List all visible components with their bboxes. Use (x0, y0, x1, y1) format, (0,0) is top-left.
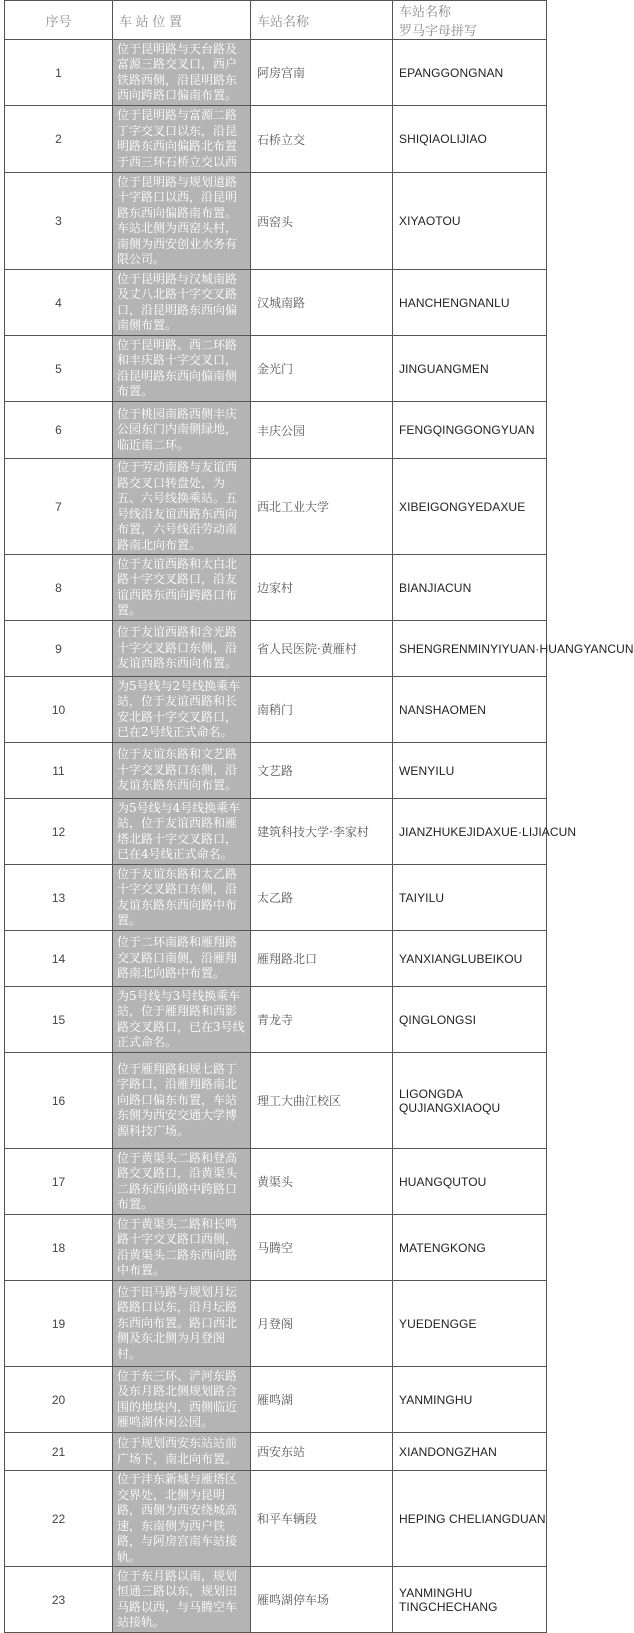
table-row (5, 1053, 547, 1149)
table-row (5, 1567, 547, 1633)
station-name: 文艺路 (251, 743, 393, 799)
station-name: 雁鸣湖 (251, 1367, 393, 1433)
station-romanization: JINGUANGMEN (393, 336, 547, 402)
station-romanization: HUANGQUTOU (393, 1149, 547, 1215)
station-location: 位于友谊西路和太白北路十字交叉路口，沿友谊西路东西向跨路口布置。 (113, 555, 251, 621)
station-location: 位于友谊西路和含光路十字交叉路口东侧，沿友谊西路东西向布置。 (113, 621, 251, 677)
station-name: 南稍门 (251, 677, 393, 743)
station-romanization: YUEDENGGE (393, 1281, 547, 1367)
station-table (4, 0, 634, 1633)
row-number: 10 (5, 677, 113, 743)
table-row (5, 1281, 547, 1367)
row-number: 8 (5, 555, 113, 621)
row-number: 12 (5, 799, 113, 865)
station-location: 位于昆明路与天台路及富源三路交叉口，西户铁路西侧，沿昆明路东西向跨路口偏南布置。 (113, 40, 251, 106)
station-location: 为5号线与3号线换乘车站，位于雁翔路和西影路交叉路口，已在3号线正式命名。 (113, 987, 251, 1053)
station-location: 位于二环南路和雁翔路交叉路口南侧，沿雁翔路南北向路中布置。 (113, 931, 251, 987)
station-location: 位于昆明路、西二环路和丰庆路十字交叉口，沿昆明路东西向偏南侧布置。 (113, 336, 251, 402)
station-romanization: EPANGGONGNAN (393, 40, 547, 106)
table-row (5, 1215, 547, 1281)
station-name: 马腾空 (251, 1215, 393, 1281)
station-name: 省人民医院·黄雁村 (251, 621, 393, 677)
station-romanization: YANMINGHU (393, 1367, 547, 1433)
row-number: 4 (5, 270, 113, 336)
station-name: 理工大曲江校区 (251, 1053, 393, 1149)
table-row (5, 270, 547, 336)
station-romanization: SHIQIAOLIJIAO (393, 106, 547, 173)
row-number: 21 (5, 1433, 113, 1471)
station-location: 位于雁翔路和规七路丁字路口，沿雁翔路南北向路口偏东布置，车站东侧为西安交通大学博源科技广场。 (113, 1053, 251, 1149)
station-romanization: YANXIANGLUBEIKOU (393, 931, 547, 987)
row-number: 7 (5, 459, 113, 555)
table-row (5, 799, 547, 865)
station-romanization: SHENGRENMINYIYUAN·HUANGYANCUN (393, 621, 547, 677)
station-location: 位于友谊东路和太乙路十字交叉路口东侧，沿友谊东路东西向路中布置。 (113, 865, 251, 931)
station-name: 西窑头 (251, 173, 393, 270)
table-row (5, 40, 547, 106)
table-row (5, 677, 547, 743)
station-romanization: XIYAOTOU (393, 173, 547, 270)
station-name: 石桥立交 (251, 106, 393, 173)
station-location: 位于东月路以南，规划恒通三路以东，规划田马路以西，与马腾空车站接轨。 (113, 1567, 251, 1633)
station-name: 汉城南路 (251, 270, 393, 336)
table-row (5, 173, 547, 270)
header-number: 序号 (5, 1, 113, 40)
row-number: 16 (5, 1053, 113, 1149)
station-romanization: QINGLONGSI (393, 987, 547, 1053)
table-row (5, 555, 547, 621)
table-row (5, 865, 547, 931)
station-location: 位于劳动南路与友谊西路交叉口转盘处，为五、六号线换乘站。五号线沿友谊西路东西向布置，六号线沿劳动南路南北向布置。 (113, 459, 251, 555)
table-row (5, 459, 547, 555)
row-number: 17 (5, 1149, 113, 1215)
row-number: 3 (5, 173, 113, 270)
station-location: 为5号线与2号线换乘车站，位于友谊西路和长安北路十字交叉路口，已在2号线正式命名。 (113, 677, 251, 743)
table-row (5, 621, 547, 677)
table-row (5, 1367, 547, 1433)
station-romanization: JIANZHUKEJIDAXUE·LIJIACUN (393, 799, 547, 865)
station-location: 为5号线与4号线换乘车站，位于友谊西路和雁塔北路十字交叉路口，已在4号线正式命名。 (113, 799, 251, 865)
table-row (5, 106, 547, 173)
station-romanization: MATENGKONG (393, 1215, 547, 1281)
station-location: 位于东三环、浐河东路及东月路北侧规划路合围的地块内，西侧临近雁鸣湖休闲公园。 (113, 1367, 251, 1433)
station-location: 位于田马路与规划月坛路路口以东，沿月坛路东西向布置。路口西北侧及东北侧为月登阁村。 (113, 1281, 251, 1367)
station-romanization: FENGQINGGONGYUAN (393, 402, 547, 459)
row-number: 20 (5, 1367, 113, 1433)
station-romanization: HANCHENGNANLU (393, 270, 547, 336)
table-row (5, 336, 547, 402)
station-location: 位于友谊东路和文艺路十字交叉路口东侧，沿友谊东路东西向布置。 (113, 743, 251, 799)
station-location: 位于昆明路与规划道路十字路口以西，沿昆明路东西向偏路南布置。车站北侧为西窑头村，南侧为西安创业水务有限公司。 (113, 173, 251, 270)
row-number: 5 (5, 336, 113, 402)
row-number: 23 (5, 1567, 113, 1633)
station-romanization: XIBEIGONGYEDAXUE (393, 459, 547, 555)
station-name: 边家村 (251, 555, 393, 621)
header-romanization-line2: 罗马字母拼写 (399, 23, 478, 38)
station-name: 丰庆公园 (251, 402, 393, 459)
station-name: 和平车辆段 (251, 1471, 393, 1567)
row-number: 6 (5, 402, 113, 459)
station-name: 黄渠头 (251, 1149, 393, 1215)
table-header-row (5, 1, 547, 40)
station-location: 位于黄渠头二路和登高路交叉路口，沿黄渠头二路东西向路中跨路口布置。 (113, 1149, 251, 1215)
station-location: 位于昆明路与汉城南路及丈八北路十字交叉路口，沿昆明路东西向偏南侧布置。 (113, 270, 251, 336)
station-name: 月登阁 (251, 1281, 393, 1367)
header-station-name: 车站名称 (251, 1, 393, 40)
station-name: 西北工业大学 (251, 459, 393, 555)
station-name: 金光门 (251, 336, 393, 402)
table-row (5, 931, 547, 987)
row-number: 11 (5, 743, 113, 799)
row-number: 22 (5, 1471, 113, 1567)
station-location: 位于黄渠头二路和长鸣路十字交叉路口西侧，沿黄渠头二路东西向路中布置。 (113, 1215, 251, 1281)
row-number: 9 (5, 621, 113, 677)
row-number: 15 (5, 987, 113, 1053)
table-row (5, 1149, 547, 1215)
station-name: 太乙路 (251, 865, 393, 931)
station-location: 位于桃园南路西侧丰庆公园东门内南侧绿地，临近南二环。 (113, 402, 251, 459)
station-romanization: LIGONGDA QUJIANGXIAOQU (393, 1053, 547, 1149)
station-name: 建筑科技大学·李家村 (251, 799, 393, 865)
station-name: 雁翔路北口 (251, 931, 393, 987)
row-number: 14 (5, 931, 113, 987)
station-name: 雁鸣湖停车场 (251, 1567, 393, 1633)
station-location: 位于规划西安东站站前广场下，南北向布置。 (113, 1433, 251, 1471)
row-number: 2 (5, 106, 113, 173)
header-romanization (393, 1, 547, 40)
row-number: 18 (5, 1215, 113, 1281)
table-row (5, 743, 547, 799)
station-name: 阿房宫南 (251, 40, 393, 106)
table-row (5, 1471, 547, 1567)
station-location: 位于沣东新城与雁塔区交界处，北侧为昆明路，西侧为西安绕城高速，东南侧为西户铁路，与阿房宫南车站接轨。 (113, 1471, 251, 1567)
station-romanization: TAIYILU (393, 865, 547, 931)
row-number: 13 (5, 865, 113, 931)
table-row (5, 402, 547, 459)
station-romanization: NANSHAOMEN (393, 677, 547, 743)
station-romanization: YANMINGHU TINGCHECHANG (393, 1567, 547, 1633)
station-name: 西安东站 (251, 1433, 393, 1471)
table-row (5, 987, 547, 1053)
table-row (5, 1433, 547, 1471)
station-romanization: WENYILU (393, 743, 547, 799)
header-location: 车 站 位 置 (113, 1, 251, 40)
station-name: 青龙寺 (251, 987, 393, 1053)
header-romanization-line1: 车站名称 (399, 4, 452, 19)
row-number: 1 (5, 40, 113, 106)
station-romanization: BIANJIACUN (393, 555, 547, 621)
station-location: 位于昆明路与富源二路丁字交叉口以东，沿昆明路东西向偏路北布置于西三环石桥立交以西 (113, 106, 251, 173)
row-number: 19 (5, 1281, 113, 1367)
table-body (5, 40, 634, 1633)
station-romanization: HEPING CHELIANGDUAN (393, 1471, 547, 1567)
station-romanization: XIANDONGZHAN (393, 1433, 547, 1471)
